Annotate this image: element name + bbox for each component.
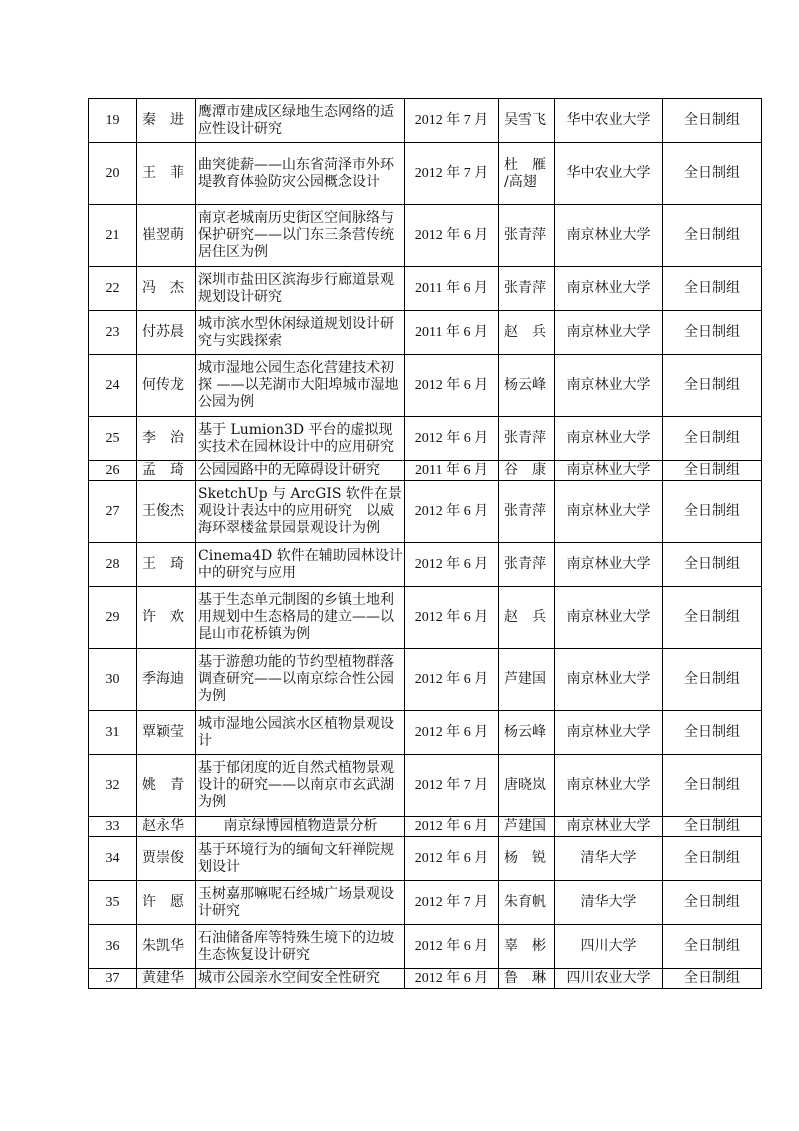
table-row: [89, 417, 762, 461]
advisor-name: 谷 康: [499, 461, 555, 481]
table-row: [89, 461, 762, 481]
student-name: 崔翌萌: [137, 205, 196, 267]
row-number: 25: [89, 417, 137, 461]
completion-date: 2011 年 6 月: [405, 267, 499, 311]
thesis-title: 基于 Lumion3D 平台的虚拟现实技术在园林设计中的应用研究: [196, 417, 405, 461]
table-row: [89, 711, 762, 755]
student-name: 付苏晨: [137, 311, 196, 355]
row-number: 37: [89, 969, 137, 989]
university-name: 清华大学: [555, 837, 663, 881]
completion-date: 2012 年 6 月: [405, 481, 499, 543]
row-number: 27: [89, 481, 137, 543]
university-name: 四川大学: [555, 925, 663, 969]
completion-date: 2012 年 7 月: [405, 755, 499, 817]
table-row: [89, 649, 762, 711]
table-row: [89, 99, 762, 143]
university-name: 南京林业大学: [555, 461, 663, 481]
table-row: [89, 969, 762, 989]
program-type: 全日制组: [663, 711, 762, 755]
table-row: [89, 837, 762, 881]
row-number: 36: [89, 925, 137, 969]
student-name: 季海迪: [137, 649, 196, 711]
advisor-name: 张青萍: [499, 417, 555, 461]
row-number: 28: [89, 543, 137, 587]
thesis-title: 城市湿地公园滨水区植物景观设计: [196, 711, 405, 755]
university-name: 南京林业大学: [555, 543, 663, 587]
program-type: 全日制组: [663, 461, 762, 481]
row-number: 23: [89, 311, 137, 355]
thesis-title: 基于环境行为的缅甸文轩禅院规划设计: [196, 837, 405, 881]
row-number: 24: [89, 355, 137, 417]
student-name: 何传龙: [137, 355, 196, 417]
advisor-name: 杨 锐: [499, 837, 555, 881]
advisor-name: 杨云峰: [499, 355, 555, 417]
completion-date: 2012 年 6 月: [405, 355, 499, 417]
completion-date: 2012 年 6 月: [405, 649, 499, 711]
table-row: [89, 817, 762, 837]
student-name: 许 欢: [137, 587, 196, 649]
university-name: 南京林业大学: [555, 711, 663, 755]
program-type: 全日制组: [663, 543, 762, 587]
row-number: 30: [89, 649, 137, 711]
completion-date: 2012 年 7 月: [405, 881, 499, 925]
advisor-name: 赵 兵: [499, 587, 555, 649]
university-name: 南京林业大学: [555, 481, 663, 543]
row-number: 31: [89, 711, 137, 755]
advisor-name: 辜 彬: [499, 925, 555, 969]
thesis-title: 玉树嘉那嘛呢石经城广场景观设计研究: [196, 881, 405, 925]
student-name: 王 菲: [137, 143, 196, 205]
completion-date: 2012 年 6 月: [405, 817, 499, 837]
table-row: [89, 543, 762, 587]
program-type: 全日制组: [663, 817, 762, 837]
table-row: [89, 267, 762, 311]
student-name: 贾崇俊: [137, 837, 196, 881]
table-row: [89, 311, 762, 355]
thesis-title: SketchUp 与 ArcGIS 软件在景观设计表达中的应用研究 以威海环翠楼盆景园景观设计为例: [196, 481, 405, 543]
table-row: [89, 755, 762, 817]
advisor-name: 芦建国: [499, 817, 555, 837]
table-row: [89, 481, 762, 543]
advisor-name: 朱育帆: [499, 881, 555, 925]
thesis-title: 南京绿博园植物造景分析: [196, 817, 405, 837]
advisor-name: 唐晓岚: [499, 755, 555, 817]
program-type: 全日制组: [663, 205, 762, 267]
university-name: 南京林业大学: [555, 817, 663, 837]
university-name: 南京林业大学: [555, 205, 663, 267]
university-name: 南京林业大学: [555, 649, 663, 711]
student-name: 冯 杰: [137, 267, 196, 311]
thesis-title: 城市公园亲水空间安全性研究: [196, 969, 405, 989]
program-type: 全日制组: [663, 355, 762, 417]
program-type: 全日制组: [663, 881, 762, 925]
university-name: 南京林业大学: [555, 311, 663, 355]
thesis-title: 鹰潭市建成区绿地生态网络的适应性设计研究: [196, 99, 405, 143]
row-number: 21: [89, 205, 137, 267]
program-type: 全日制组: [663, 481, 762, 543]
university-name: 南京林业大学: [555, 587, 663, 649]
row-number: 20: [89, 143, 137, 205]
thesis-title: 城市滨水型休闲绿道规划设计研究与实践探索: [196, 311, 405, 355]
completion-date: 2012 年 7 月: [405, 99, 499, 143]
program-type: 全日制组: [663, 587, 762, 649]
program-type: 全日制组: [663, 925, 762, 969]
row-number: 19: [89, 99, 137, 143]
student-name: 王 琦: [137, 543, 196, 587]
university-name: 华中农业大学: [555, 143, 663, 205]
student-name: 李 治: [137, 417, 196, 461]
row-number: 35: [89, 881, 137, 925]
row-number: 34: [89, 837, 137, 881]
completion-date: 2012 年 6 月: [405, 925, 499, 969]
thesis-title: 城市湿地公园生态化营建技术初探 ——以芜湖市大阳埠城市湿地公园为例: [196, 355, 405, 417]
advisor-name: 杜 雁 /高翅: [499, 143, 555, 205]
university-name: 清华大学: [555, 881, 663, 925]
student-name: 赵永华: [137, 817, 196, 837]
row-number: 26: [89, 461, 137, 481]
completion-date: 2012 年 6 月: [405, 205, 499, 267]
completion-date: 2012 年 6 月: [405, 837, 499, 881]
thesis-title: Cinema4D 软件在辅助园林设计中的研究与应用: [196, 543, 405, 587]
thesis-title: 曲突徙薪——山东省菏泽市外环堤教育体验防灾公园概念设计: [196, 143, 405, 205]
university-name: 南京林业大学: [555, 267, 663, 311]
row-number: 33: [89, 817, 137, 837]
table-row: [89, 355, 762, 417]
program-type: 全日制组: [663, 837, 762, 881]
row-number: 29: [89, 587, 137, 649]
program-type: 全日制组: [663, 267, 762, 311]
thesis-title: 基于生态单元制图的乡镇土地利用规划中生态格局的建立——以昆山市花桥镇为例: [196, 587, 405, 649]
university-name: 南京林业大学: [555, 355, 663, 417]
completion-date: 2012 年 6 月: [405, 543, 499, 587]
program-type: 全日制组: [663, 969, 762, 989]
table-row: [89, 587, 762, 649]
student-name: 姚 青: [137, 755, 196, 817]
thesis-title: 深圳市盐田区滨海步行廊道景观规划设计研究: [196, 267, 405, 311]
row-number: 22: [89, 267, 137, 311]
completion-date: 2012 年 7 月: [405, 143, 499, 205]
advisor-name: 张青萍: [499, 205, 555, 267]
student-name: 朱凯华: [137, 925, 196, 969]
completion-date: 2012 年 6 月: [405, 969, 499, 989]
thesis-title: 公园园路中的无障碍设计研究: [196, 461, 405, 481]
program-type: 全日制组: [663, 99, 762, 143]
advisor-name: 吴雪飞: [499, 99, 555, 143]
program-type: 全日制组: [663, 143, 762, 205]
student-name: 许 愿: [137, 881, 196, 925]
table-row: [89, 881, 762, 925]
row-number: 32: [89, 755, 137, 817]
student-name: 秦 进: [137, 99, 196, 143]
student-name: 孟 琦: [137, 461, 196, 481]
program-type: 全日制组: [663, 755, 762, 817]
program-type: 全日制组: [663, 311, 762, 355]
program-type: 全日制组: [663, 649, 762, 711]
program-type: 全日制组: [663, 417, 762, 461]
advisor-name: 芦建国: [499, 649, 555, 711]
completion-date: 2011 年 6 月: [405, 311, 499, 355]
advisor-name: 张青萍: [499, 543, 555, 587]
advisor-name: 鲁 琳: [499, 969, 555, 989]
completion-date: 2012 年 6 月: [405, 417, 499, 461]
university-name: 华中农业大学: [555, 99, 663, 143]
table-row: [89, 205, 762, 267]
completion-date: 2012 年 6 月: [405, 587, 499, 649]
student-name: 黄建华: [137, 969, 196, 989]
table-row: [89, 925, 762, 969]
completion-date: 2011 年 6 月: [405, 461, 499, 481]
advisor-name: 赵 兵: [499, 311, 555, 355]
thesis-title: 南京老城南历史街区空间脉络与保护研究——以门东三条营传统居住区为例: [196, 205, 405, 267]
university-name: 南京林业大学: [555, 755, 663, 817]
university-name: 四川农业大学: [555, 969, 663, 989]
advisor-name: 张青萍: [499, 267, 555, 311]
advisor-name: 杨云峰: [499, 711, 555, 755]
completion-date: 2012 年 6 月: [405, 711, 499, 755]
table-row: [89, 143, 762, 205]
thesis-title: 基于游憩功能的节约型植物群落调查研究——以南京综合性公园为例: [196, 649, 405, 711]
thesis-table-body: [89, 99, 762, 989]
thesis-title: 基于郁闭度的近自然式植物景观设计的研究——以南京市玄武湖为例: [196, 755, 405, 817]
student-name: 覃颖莹: [137, 711, 196, 755]
advisor-name: 张青萍: [499, 481, 555, 543]
student-name: 王俊杰: [137, 481, 196, 543]
thesis-table: [88, 98, 762, 989]
thesis-title: 石油储备库等特殊生境下的边坡生态恢复设计研究: [196, 925, 405, 969]
university-name: 南京林业大学: [555, 417, 663, 461]
